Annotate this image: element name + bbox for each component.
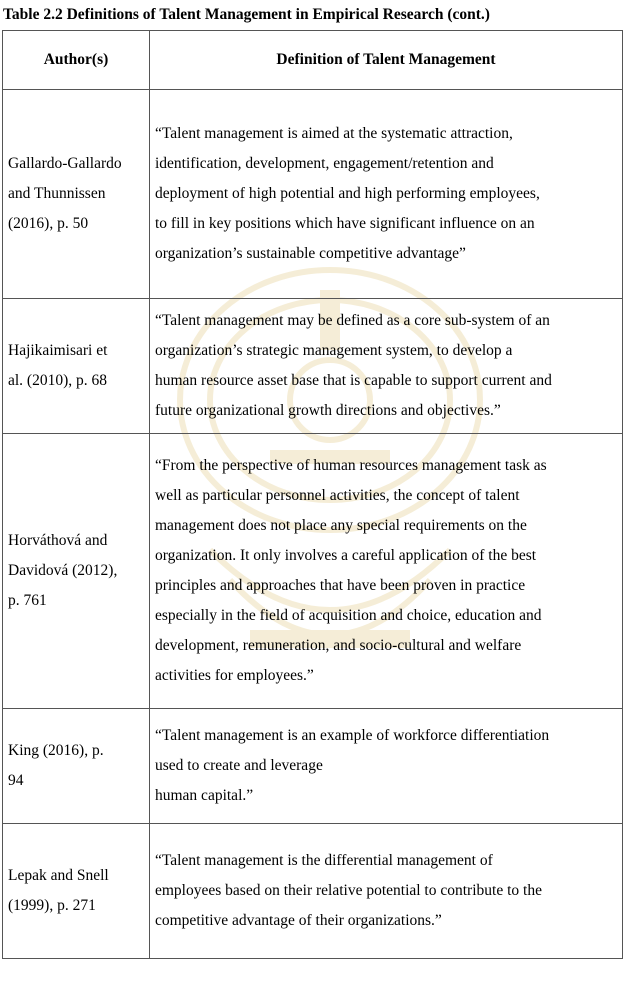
header-author: Author(s) — [3, 31, 150, 90]
author-line: al. (2010), p. 68 — [8, 372, 108, 389]
definition-cell — [150, 709, 623, 824]
author-line: Hajikaimisari et — [8, 342, 108, 359]
definition-line: organization’s strategic management system, to develop a — [155, 342, 513, 359]
definition-line: used to create and leverage — [155, 757, 323, 774]
definition-line: future organizational growth directions and objectives.” — [155, 402, 501, 419]
author-cell — [3, 709, 150, 824]
author-line: Gallardo-Gallardo — [8, 155, 122, 172]
author-line: 94 — [8, 772, 24, 789]
table-row — [3, 90, 623, 299]
definition-line: development, remuneration, and socio-cultural and welfare — [155, 637, 522, 654]
definition-cell — [150, 90, 623, 299]
table-row — [3, 709, 623, 824]
definition-line: especially in the field of acquisition and choice, education and — [155, 607, 542, 624]
definition-line: “Talent management is the differential management of — [155, 852, 493, 869]
definition-line: “From the perspective of human resources management task as — [155, 457, 547, 474]
author-line: (1999), p. 271 — [8, 897, 96, 914]
table-row — [3, 299, 623, 434]
definition-line: “Talent management is an example of workforce differentiation — [155, 727, 550, 744]
definition-line: to fill in key positions which have significant influence on an — [155, 215, 535, 232]
definitions-table — [2, 30, 623, 959]
table-row — [3, 824, 623, 959]
author-line: Horváthová and — [8, 532, 108, 549]
author-line: Davidová (2012), — [8, 562, 118, 579]
definition-line: principles and approaches that have been proven in practice — [155, 577, 526, 594]
author-line: (2016), p. 50 — [8, 215, 89, 232]
header-definition: Definition of Talent Management — [150, 31, 623, 90]
table-caption: Table 2.2 Definitions of Talent Management in Empirical Research (cont.) — [3, 6, 490, 23]
definition-line: human resource asset base that is capable to support current and — [155, 372, 552, 389]
definition-line: “Talent management is aimed at the systematic attraction, — [155, 125, 513, 142]
author-line: p. 761 — [8, 592, 47, 609]
definition-line: competitive advantage of their organizations.” — [155, 912, 442, 929]
definition-line: organization. It only involves a careful application of the best — [155, 547, 537, 564]
definition-cell — [150, 824, 623, 959]
table-row — [3, 434, 623, 709]
definition-line: well as particular personnel activities, the concept of talent — [155, 487, 520, 504]
author-line: and Thunnissen — [8, 185, 106, 202]
definition-line: activities for employees.” — [155, 667, 314, 684]
definition-line: organization’s sustainable competitive advantage” — [155, 245, 466, 262]
author-cell — [3, 299, 150, 434]
definition-line: deployment of high potential and high performing employees, — [155, 185, 540, 202]
definition-line: employees based on their relative potential to contribute to the — [155, 882, 542, 899]
definition-line: identification, development, engagement/retention and — [155, 155, 494, 172]
author-cell — [3, 824, 150, 959]
definition-cell — [150, 434, 623, 709]
definition-cell — [150, 299, 623, 434]
author-line: King (2016), p. — [8, 742, 104, 759]
author-cell — [3, 434, 150, 709]
definition-line: management does not place any special requirements on the — [155, 517, 527, 534]
definition-line: human capital.” — [155, 787, 254, 804]
definition-line: “Talent management may be defined as a core sub-system of an — [155, 312, 550, 329]
author-cell — [3, 90, 150, 299]
table-header-row — [3, 31, 623, 90]
author-line: Lepak and Snell — [8, 867, 109, 884]
